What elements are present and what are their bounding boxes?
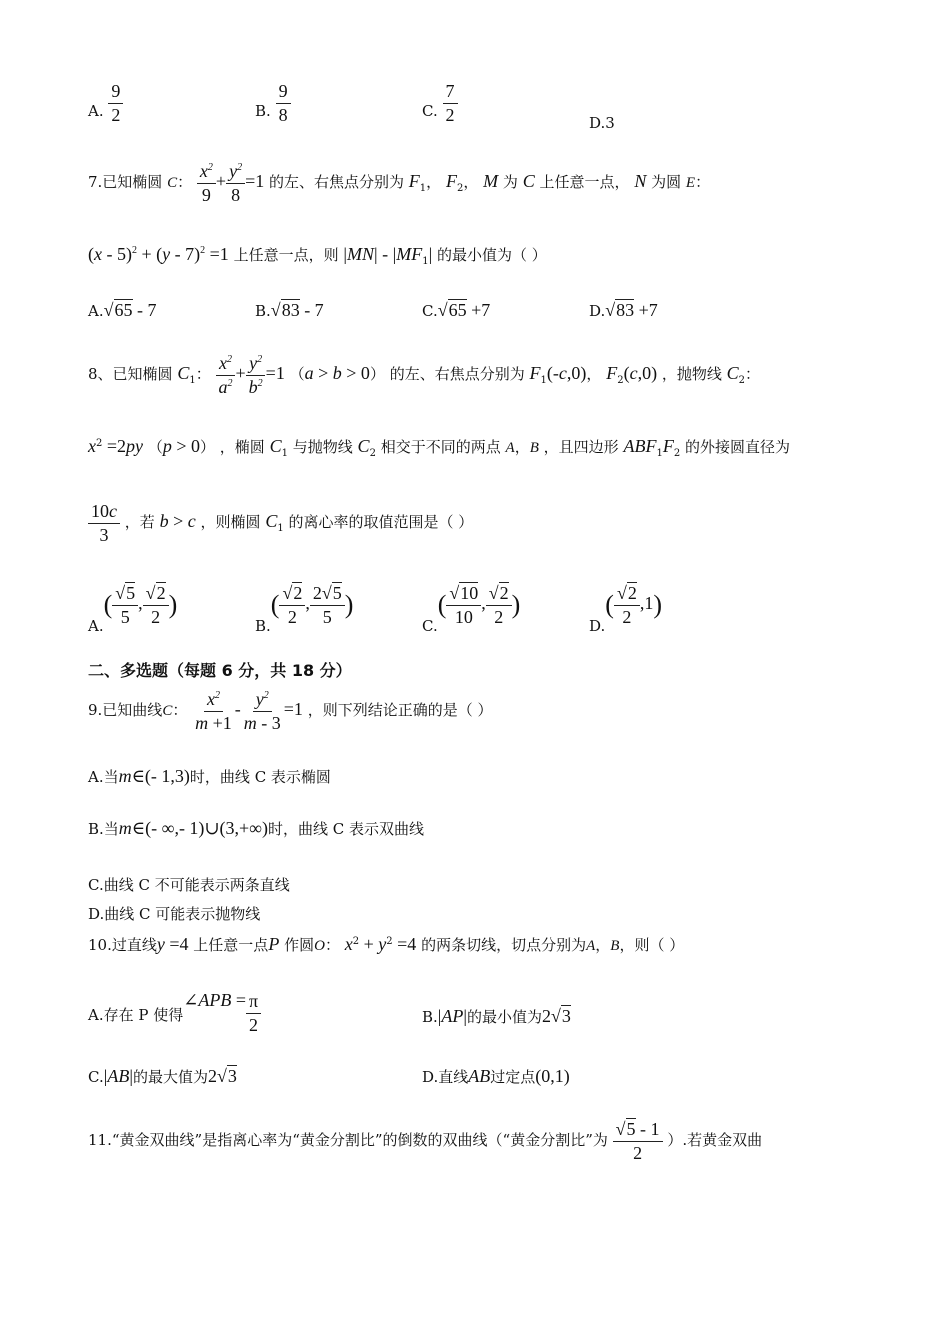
q9-option-a: A.当m∈(- 1,3)时，曲线 C 表示椭圆 (88, 766, 331, 786)
q7-option-a: A.√65 - 7 (88, 300, 157, 320)
q6-option-b: B. $\frac{9}{8}$ (255, 80, 291, 126)
q10-option-c: C.|AB|的最大值为2√3 (88, 1066, 237, 1086)
q7-option-c: C.√65 +7 (422, 300, 491, 320)
q9-option-b: B.当m∈(- ∞,- 1)∪(3,+∞)时，曲线 C 表示双曲线 (88, 818, 424, 838)
q10-option-d: D.直线AB过定点(0,1) (422, 1066, 570, 1086)
q7-line2: (x - 5)$^2$ + (y - 7)$^2$ =1 上任意一点，则 $|MN| - |MF_1|$ 的最小值为（ ） (88, 244, 547, 267)
q10-option-a: A.存在 P 使得∠APB = $\frac{\pi}{2}$ (88, 990, 261, 1036)
q7-option-b: B.√83 - 7 (255, 300, 324, 320)
q10-line1: 10.过直线y =4 上任意一点P 作圆O： $x^2 + y^2 =4$ 的两条切线，切点分别为A，B，则（ ） (88, 934, 685, 954)
q9-option-d: D.曲线 C 可能表示抛物线 (88, 905, 261, 923)
section-heading: 二、多选题（每题 6 分，共 18 分） (88, 661, 352, 680)
q8-line1: 8、已知椭圆 $C_1$： $\frac{x^2}{a^2}$ + $\frac{y^2}{b^2}$ =1 （a > b > 0） 的左、右焦点分别为 $F_1(-c,0)$， $F_2(c,0)$ ，抛物线 $C_2$： (88, 353, 761, 397)
q9-option-c: C.曲线 C 不可能表示两条直线 (88, 876, 290, 894)
q6-option-a: A. $\frac{9}{2}$ (88, 80, 123, 126)
q8-line2: $x^2 =2py$ （p > 0） ，椭圆 $C_1$ 与抛物线 $C_2$ 相交于不同的两点 A，B ，且四边形 $ABF_1F_2$ 的外接圆直径为 (88, 436, 790, 459)
q8-line3: $\frac{10c}{3}$ ，若 b > c ，则椭圆 $C_1$ 的离心率的取值范围是（ ） (88, 500, 473, 546)
q8-option-d: D.( $\frac{√2}{2}$ ,1) (589, 583, 662, 635)
q8-option-a: A.( $\frac{√5}{5}$ , $\frac{√2}{2}$ ) (88, 583, 178, 635)
q10-option-b: B.|AP|的最小值为2√3 (422, 1006, 571, 1026)
q8-option-b: B.( $\frac{√2}{2}$ , $\frac{2√5}{5}$ ) (255, 583, 354, 635)
q6-option-c: C. $\frac{7}{2}$ (422, 80, 458, 126)
q9-line1: 9.已知曲线C： $\frac{x^2}{m +1}$ - $\frac{y^2}{m - 3}$ =1 ，则下列结论正确的是（ ） (88, 689, 493, 733)
q7-option-d: D.√83 +7 (589, 300, 658, 320)
q7-line1: 7.已知椭圆 C： $\frac{x^2}{9}$ + $\frac{y^2}{8}$ =1 的左、右焦点分别为 $F_1$， $F_2$， M 为 C 上任意一点， N 为圆 E： (88, 161, 711, 205)
q6-option-d: D.3 (589, 114, 615, 132)
q8-option-c: C.( $\frac{√10}{10}$ , $\frac{√2}{2}$ ) (422, 583, 521, 635)
q11-line1: 11.“黄金双曲线”是指离心率为“黄金分割比”的倒数的双曲线（“黄金分割比”为 $\frac{√5 - 1}{2}$ ）.若黄金双曲 (88, 1119, 763, 1163)
